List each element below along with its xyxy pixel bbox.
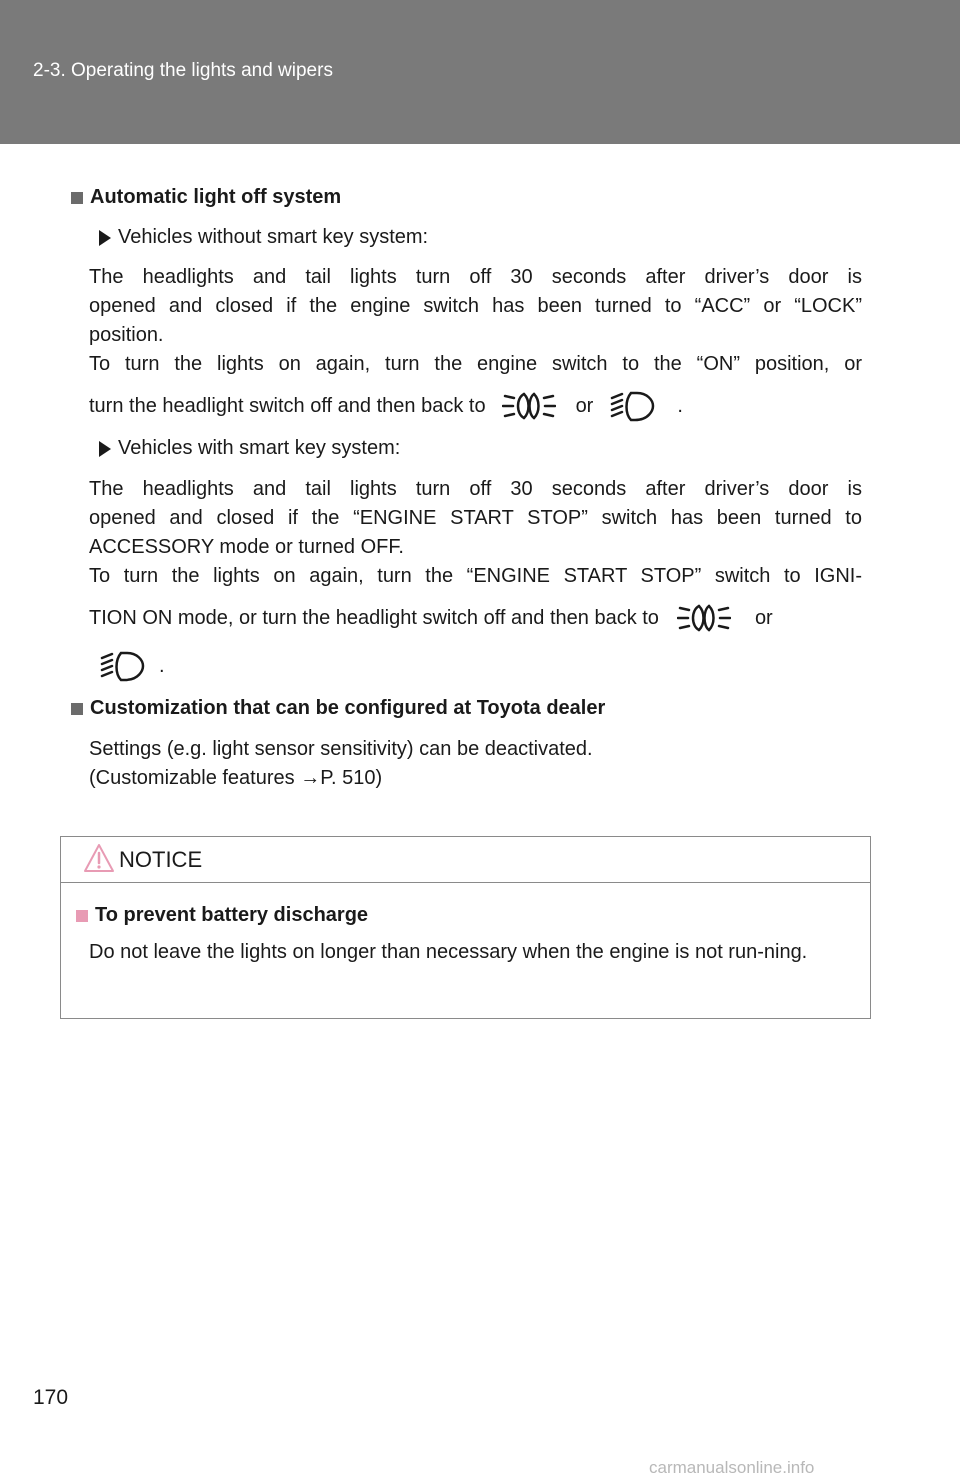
paragraph-text: TION ON mode, or turn the headlight switch off and then back to xyxy=(89,606,659,629)
paragraph-line: opened and closed if the engine switch has been turned to “ACC” or “LOCK” xyxy=(89,295,862,317)
paragraph-line: To turn the lights on again, turn the “ENGINE START STOP” switch to IGNI- xyxy=(89,565,862,587)
paragraph-line-with-icons xyxy=(89,388,683,424)
triangle-bullet-icon xyxy=(99,230,111,246)
notice-box xyxy=(60,836,871,1019)
subheading-with-smart-key xyxy=(99,437,400,460)
period-text: . xyxy=(677,394,683,417)
notice-title: NOTICE xyxy=(119,847,203,872)
paragraph-text: turn the headlight switch off and then back to xyxy=(89,394,486,417)
paragraph-line: The headlights and tail lights turn off 30 seconds after driver’s door is xyxy=(89,266,862,288)
section-heading-text: Customization that can be configured at Toyota dealer xyxy=(90,697,606,719)
notice-heading xyxy=(76,904,368,927)
headlight-icon xyxy=(609,388,657,424)
headlight-icon xyxy=(99,648,147,684)
tail-light-icon xyxy=(502,388,556,424)
paragraph-line: (Customizable features →P. 510) xyxy=(89,767,383,789)
or-text: or xyxy=(754,606,773,629)
section-heading-text: Automatic light off system xyxy=(90,186,342,208)
notice-header xyxy=(61,837,870,883)
paragraph-line: position. xyxy=(89,324,164,346)
page-number: 170 xyxy=(33,1386,69,1409)
page-header xyxy=(0,0,960,144)
paragraph-line: ACCESSORY mode or turned OFF. xyxy=(89,536,404,558)
subheading-text: Vehicles without smart key system: xyxy=(118,226,429,248)
subheading-text: Vehicles with smart key system: xyxy=(118,437,401,459)
square-bullet-icon xyxy=(76,910,88,922)
paragraph-line-with-icon xyxy=(99,648,165,684)
triangle-bullet-icon xyxy=(99,441,111,457)
paragraph-line: opened and closed if the “ENGINE START STOP” switch has been turned to xyxy=(89,507,862,529)
section-heading-customization xyxy=(71,697,605,720)
section-heading-auto-light-off xyxy=(71,186,341,209)
paragraph-line: The headlights and tail lights turn off 30 seconds after driver’s door is xyxy=(89,478,862,500)
watermark: carmanualsonline.info xyxy=(649,1458,815,1477)
paragraph-line: Settings (e.g. light sensor sensitivity) can be deactivated. xyxy=(89,738,593,760)
notice-text: Do not leave the lights on longer than necessary when the engine is not run-ning. xyxy=(89,941,808,963)
square-bullet-icon xyxy=(71,192,83,204)
header-title: 2-3. Operating the lights and wipers xyxy=(33,60,333,81)
paragraph-line: To turn the lights on again, turn the engine switch to the “ON” position, or xyxy=(89,353,862,375)
paragraph-line-with-icon xyxy=(89,600,773,636)
or-text: or xyxy=(575,394,594,417)
notice-heading-text: To prevent battery discharge xyxy=(95,904,369,926)
period-text: . xyxy=(159,654,165,677)
subheading-without-smart-key xyxy=(99,226,428,249)
square-bullet-icon xyxy=(71,703,83,715)
warning-triangle-icon xyxy=(83,843,115,873)
tail-light-icon xyxy=(677,600,731,636)
